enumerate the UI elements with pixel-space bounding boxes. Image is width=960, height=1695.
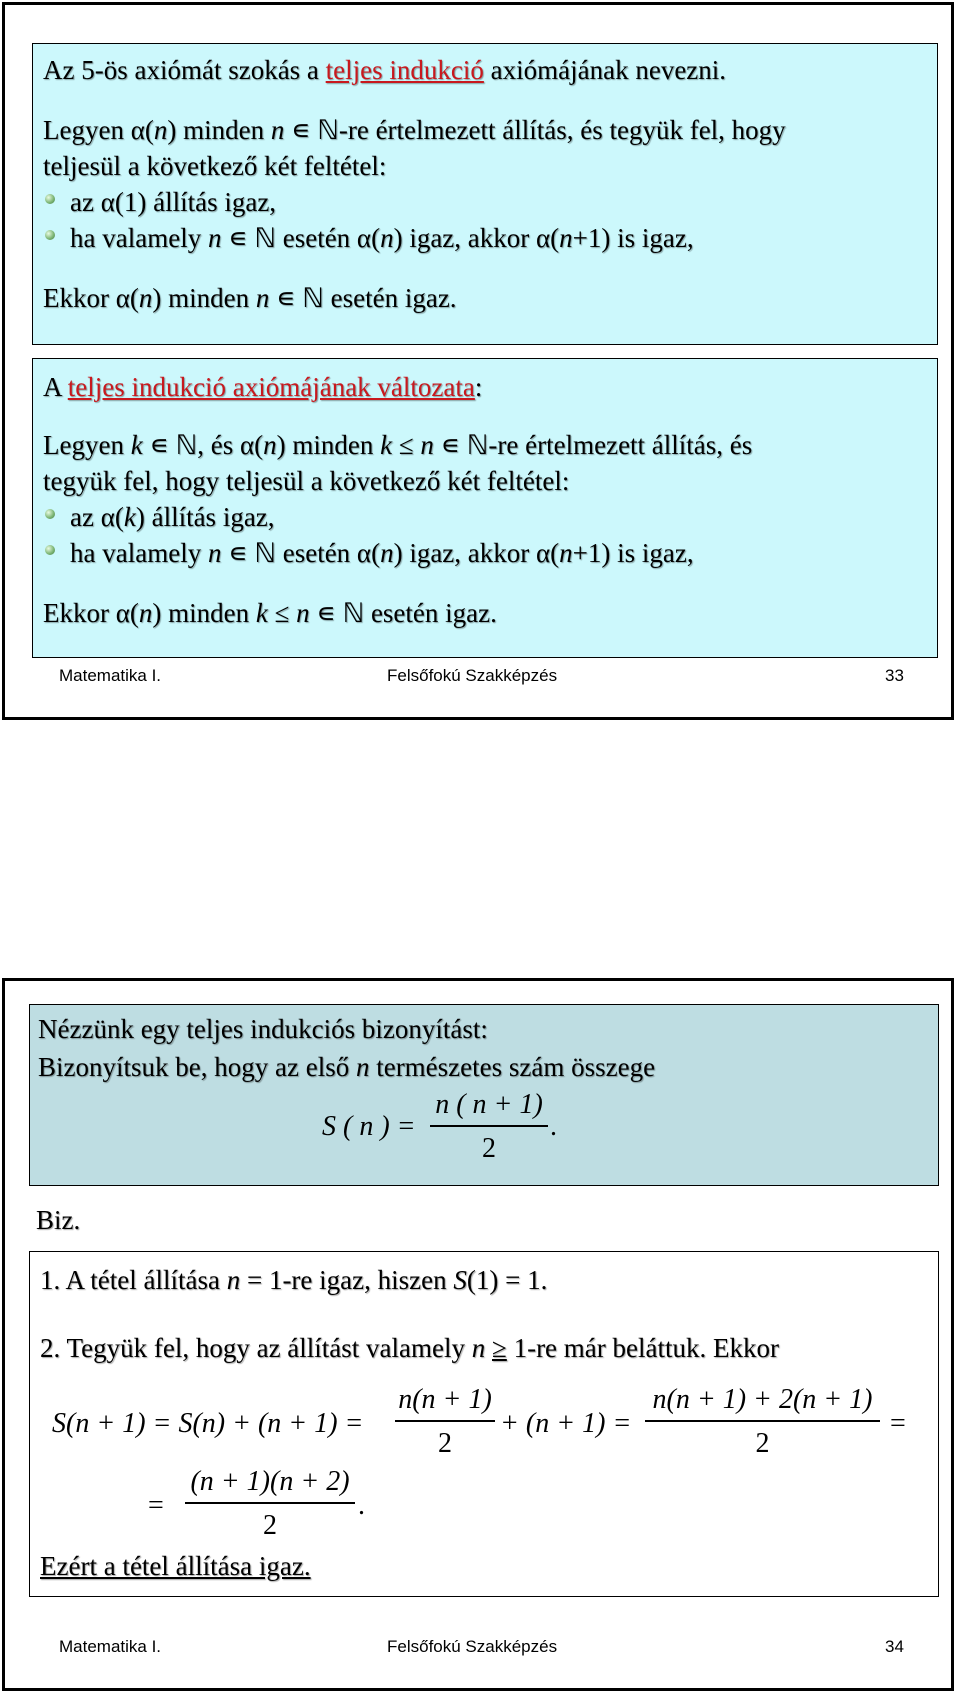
equation-1-lhs: S(n + 1) = S(n) + (n + 1) =: [52, 1408, 364, 1439]
text: ha valamely: [70, 223, 208, 253]
element-of-symbol: ∊: [291, 115, 311, 145]
sum-formula-denominator: 2: [482, 1133, 496, 1164]
equation-1-frac2-numerator: n(n + 1) + 2(n + 1): [652, 1384, 873, 1415]
axiom-variant-box: [32, 358, 938, 658]
highlight-term: teljes indukció: [325, 55, 484, 85]
var-n: n: [380, 538, 394, 568]
slide-33: [2, 2, 954, 720]
equation-1-end: =: [890, 1408, 906, 1439]
var-n: n: [138, 283, 153, 313]
naturals-symbol: ℕ: [342, 598, 365, 628]
element-of-symbol: ∊: [276, 283, 296, 313]
text: ) igaz, akkor α(: [393, 223, 560, 253]
text: esetén igaz.: [364, 598, 497, 628]
equation-1-middle: + (n + 1) =: [500, 1408, 632, 1439]
text: 1. A tétel állítása: [40, 1265, 227, 1295]
element-of-symbol: ∊: [149, 430, 169, 460]
text: az α(: [70, 502, 124, 532]
equation-1-frac1-numerator: n(n + 1): [398, 1384, 492, 1415]
task-box: [29, 1004, 939, 1186]
proof-box: [29, 1251, 939, 1597]
fraction-bar: [185, 1502, 355, 1504]
text: esetén α(: [275, 223, 381, 253]
var-n: n: [559, 538, 573, 568]
sum-formula-numerator: n ( n + 1): [435, 1089, 543, 1120]
variant-statement-line: [43, 427, 752, 463]
naturals-symbol: ℕ: [466, 430, 489, 460]
text: ) állítás igaz,: [135, 502, 275, 532]
text: (1) = 1.: [466, 1265, 548, 1295]
var-n: n: [471, 1333, 486, 1363]
fraction-bar: [645, 1420, 880, 1422]
footer-page-number: 34: [885, 1637, 904, 1656]
var-k: k: [380, 430, 393, 460]
text: ) minden: [167, 115, 271, 145]
proof-step-1: [40, 1262, 547, 1298]
proof-step-2: [40, 1330, 779, 1366]
highlight-term: teljes indukció axiómájának változata: [67, 372, 475, 402]
text: -re értelmezett állítás, és tegyük fel, hogy: [338, 115, 786, 145]
text: 2. Tegyük fel, hogy az állítást valamely: [40, 1333, 472, 1363]
condition-2: [70, 220, 694, 256]
var-n: n: [270, 115, 285, 145]
var-n: n: [263, 430, 277, 460]
var-k: k: [255, 598, 268, 628]
text: Legyen α(: [43, 115, 154, 145]
text: , és α(: [197, 430, 264, 460]
axiom-intro-line: [43, 52, 726, 88]
text: ) minden: [152, 598, 256, 628]
text: +1) is igaz,: [572, 538, 694, 568]
var-n: n: [207, 538, 222, 568]
slide-34: [2, 978, 954, 1691]
leq-symbol: ≤: [398, 430, 414, 460]
equation-1-frac2-denominator: 2: [755, 1428, 770, 1459]
text: esetén α(: [275, 538, 381, 568]
text: ) igaz, akkor α(: [393, 538, 560, 568]
element-of-symbol: ∊: [228, 223, 248, 253]
naturals-symbol: ℕ: [175, 430, 198, 460]
footer-page-number: 33: [885, 666, 904, 685]
footer-institution: Felsőfokú Szakképzés: [387, 1637, 558, 1656]
var-n: n: [380, 223, 394, 253]
var-n: n: [420, 430, 434, 460]
text: Ekkor α(: [43, 283, 139, 313]
text: természetes szám összege: [369, 1052, 656, 1082]
variant-condition-2: [70, 535, 694, 571]
equation-2-period: .: [358, 1490, 365, 1521]
equation-1-frac1-denominator: 2: [438, 1428, 452, 1459]
text: -re értelmezett állítás, és: [488, 430, 753, 460]
proof-conclusion: Ezért a tétel állítása igaz.: [40, 1551, 311, 1581]
variant-condition-1: [70, 499, 275, 535]
var-k: k: [130, 430, 143, 460]
text: ) minden: [276, 430, 381, 460]
var-n: n: [355, 1052, 370, 1082]
bullet-icon: [45, 545, 55, 555]
element-of-symbol: ∊: [440, 430, 461, 460]
var-n: n: [138, 598, 153, 628]
task-intro: Nézzünk egy teljes indukciós bizonyítást:: [38, 1014, 488, 1044]
axiom-statement-line: [43, 112, 786, 148]
var-n: n: [559, 223, 573, 253]
footer-course: Matematika I.: [59, 1637, 162, 1656]
naturals-symbol: ℕ: [254, 538, 276, 568]
condition-1: az α(1) állítás igaz,: [70, 187, 277, 217]
variant-conclusion: [43, 595, 497, 631]
text: Az 5-ös axiómát szokás a: [43, 55, 326, 85]
bullet-icon: [45, 509, 55, 519]
task-statement: [38, 1049, 655, 1085]
var-n: n: [153, 115, 168, 145]
variant-conditions-line: tegyük fel, hogy teljesül a következő két feltétel:: [43, 466, 570, 496]
text: Ekkor α(: [43, 598, 139, 628]
naturals-symbol: ℕ: [302, 283, 324, 313]
fraction-bar: [395, 1420, 495, 1422]
var-S: S: [453, 1265, 467, 1295]
bullet-icon: [45, 230, 55, 240]
var-n: n: [296, 598, 310, 628]
proof-label: Biz.: [36, 1205, 81, 1235]
element-of-symbol: ∊: [316, 598, 336, 628]
text: axiómájának nevezni.: [483, 55, 727, 85]
sum-formula-period: .: [550, 1111, 557, 1142]
footer-course: Matematika I.: [59, 666, 162, 685]
footer-institution: Felsőfokú Szakképzés: [387, 666, 558, 685]
axiom-conclusion: [43, 280, 457, 316]
naturals-symbol: ℕ: [254, 223, 276, 253]
element-of-symbol: ∊: [228, 538, 248, 568]
axiom-conditions-line: teljesül a következő két feltétel:: [43, 151, 387, 181]
fraction-bar: [430, 1125, 548, 1127]
geq-symbol: ≥: [492, 1333, 507, 1363]
var-n: n: [207, 223, 222, 253]
text: 1-re már beláttuk. Ekkor: [506, 1333, 779, 1363]
variant-title: [43, 369, 482, 405]
var-n: n: [226, 1265, 241, 1295]
text: esetén igaz.: [323, 283, 457, 313]
axiom-box: [32, 43, 938, 345]
equation-2-lhs: =: [148, 1490, 164, 1521]
text: Bizonyítsuk be, hogy az első: [38, 1052, 356, 1082]
equation-2-denominator: 2: [263, 1510, 277, 1541]
text: ha valamely: [70, 538, 208, 568]
naturals-symbol: ℕ: [317, 115, 339, 145]
text: Legyen: [43, 430, 131, 460]
var-n: n: [255, 283, 270, 313]
leq-symbol: ≤: [274, 598, 290, 628]
text: :: [474, 372, 483, 402]
sum-formula-lhs: S ( n ) =: [322, 1111, 416, 1142]
bullet-icon: [45, 194, 55, 204]
equation-2-numerator: (n + 1)(n + 2): [190, 1466, 350, 1497]
text: = 1-re igaz, hiszen: [240, 1265, 454, 1295]
text: +1) is igaz,: [572, 223, 694, 253]
text: ) minden: [152, 283, 256, 313]
text: A: [43, 372, 68, 402]
var-k: k: [123, 502, 136, 532]
